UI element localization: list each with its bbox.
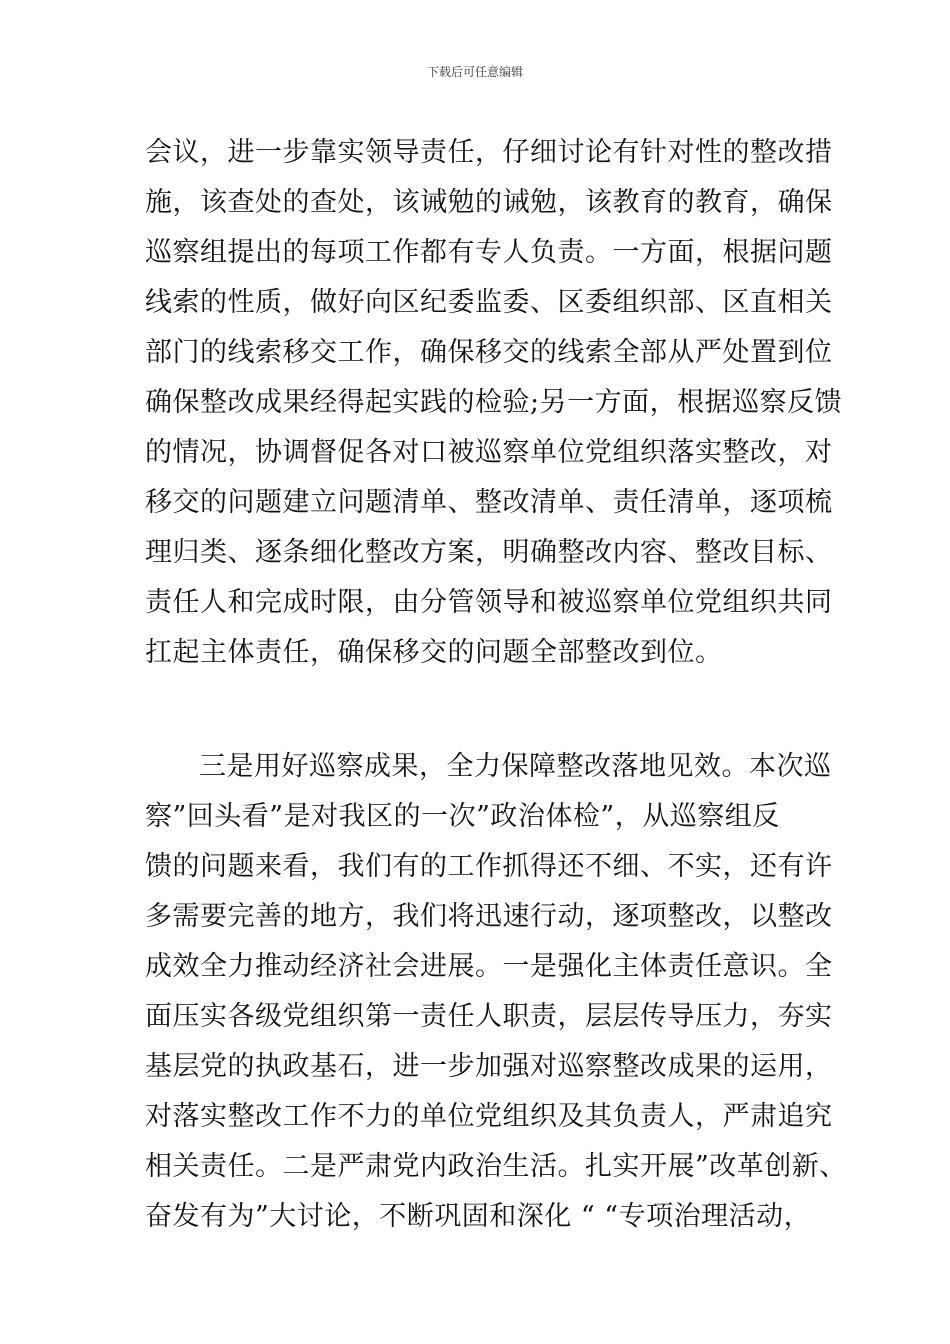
text-line: 扛起主体责任，确保移交的问题全部整改到位。	[145, 637, 723, 668]
text-line: 奋发有为”大讨论，不断巩固和深化 “ “专项治理活动，	[145, 1201, 812, 1232]
text-line: 的情况，协调督促各对口被巡察单位党组织落实整改，对	[145, 437, 833, 468]
document-body	[145, 128, 847, 1242]
text-line: 确保整改成果经得起实践的检验;另一方面，根据巡察反馈	[145, 387, 843, 418]
text-line: 基层党的执政基石，进一步加强对巡察整改成果的运用，	[145, 1051, 833, 1082]
text-line: 面压实各级党组织第一责任人职责，层层传导压力，夯实	[145, 1001, 833, 1032]
text-line: 馈的问题来看，我们有的工作抓得还不细、不实，还有许	[145, 851, 833, 882]
paragraph-1	[145, 128, 843, 678]
paragraph-spacer	[145, 678, 825, 742]
text-line: 巡察组提出的每项工作都有专人负责。一方面，根据问题	[145, 237, 833, 268]
text-line: 察”回头看”是对我区的一次”政治体检”，从巡察组反	[145, 801, 780, 832]
text-line: 三是用好巡察成果，全力保障整改落地见效。本次巡	[199, 751, 832, 782]
text-line: 会议，进一步靠实领导责任，仔细讨论有针对性的整改措	[145, 137, 833, 168]
text-line: 理归类、逐条细化整改方案，明确整改内容、整改目标、	[145, 537, 833, 568]
text-line: 相关责任。二是严肃党内政治生活。扎实开展”改革创新、	[145, 1151, 847, 1182]
text-line: 线索的性质，做好向区纪委监委、区委组织部、区直相关	[145, 287, 833, 318]
page-header: 下载后可任意编辑	[426, 65, 523, 79]
text-line: 施，该查处的查处，该诫勉的诫勉，该教育的教育，确保	[145, 187, 833, 218]
paragraph-2	[145, 742, 847, 1242]
text-line: 对落实整改工作不力的单位党组织及其负责人，严肃追究	[145, 1101, 833, 1132]
text-line: 责任人和完成时限，由分管领导和被巡察单位党组织共同	[145, 587, 833, 618]
text-line: 移交的问题建立问题清单、整改清单、责任清单，逐项梳	[145, 487, 833, 518]
text-line: 成效全力推动经济社会进展。一是强化主体责任意识。全	[145, 951, 833, 982]
text-line: 多需要完善的地方，我们将迅速行动，逐项整改，以整改	[145, 901, 833, 932]
text-line: 部门的线索移交工作，确保移交的线索全部从严处置到位	[145, 337, 833, 368]
